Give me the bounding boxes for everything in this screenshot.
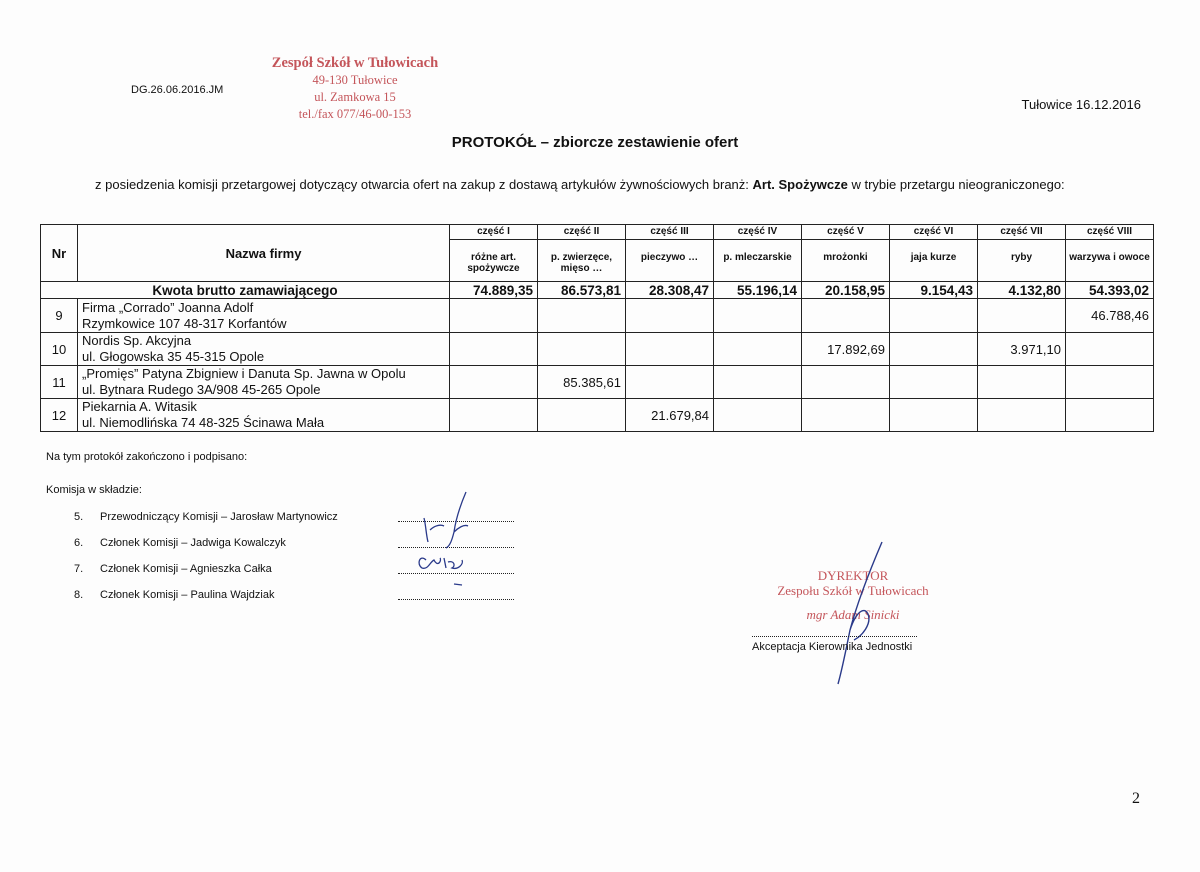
offer-cell [978, 299, 1066, 333]
company-name: Piekarnia A. Witasik [82, 399, 197, 414]
member-number: 7. [74, 563, 84, 575]
offer-cell [978, 399, 1066, 432]
school-stamp-name: Zespół Szkół w Tułowicach [271, 55, 439, 71]
budget-value: 86.573,81 [538, 282, 626, 299]
part-desc: mrożonki [823, 252, 868, 263]
signature-line [398, 598, 514, 600]
intro-text-bold: Art. Spożywcze [752, 177, 848, 192]
budget-value: 74.889,35 [450, 282, 538, 299]
offer-cell [1066, 399, 1154, 432]
offer-cell [890, 333, 978, 366]
acceptance-label: Akceptacja Kierownika Jednostki [752, 641, 913, 653]
committee-label: Komisja w składzie: [46, 484, 142, 496]
member-text: Członek Komisji – Paulina Wajdziak [100, 589, 275, 601]
row-nr: 12 [41, 399, 78, 432]
offer-cell [450, 399, 538, 432]
offer-cell [714, 366, 802, 399]
school-stamp [255, 55, 455, 123]
offer-cell [890, 399, 978, 432]
budget-row [41, 282, 1154, 299]
part-title: część II [538, 225, 625, 240]
closing-text: Na tym protokół zakończono i podpisano: [46, 451, 248, 463]
member-text: Członek Komisji – Jadwiga Kowalczyk [100, 537, 286, 549]
company-address: ul. Głogowska 35 45-315 Opole [82, 349, 265, 364]
director-signature-line [752, 635, 917, 637]
offer-cell [802, 366, 890, 399]
committee-member [74, 537, 286, 549]
row-nr: 10 [41, 333, 78, 366]
offer-cell: 3.971,10 [978, 333, 1066, 366]
offer-cell [450, 366, 538, 399]
school-stamp-street: ul. Zamkowa 15 [314, 90, 396, 104]
header-part-8 [1066, 225, 1154, 282]
part-desc: pieczywo … [640, 252, 699, 263]
offer-cell [1066, 366, 1154, 399]
school-stamp-phone: tel./fax 077/46-00-153 [298, 107, 412, 121]
header-part-5 [802, 225, 890, 282]
offer-cell [714, 399, 802, 432]
budget-value: 28.308,47 [626, 282, 714, 299]
offer-cell [538, 399, 626, 432]
intro-paragraph [48, 177, 1140, 193]
offer-cell [714, 333, 802, 366]
offer-cell: 21.679,84 [626, 399, 714, 432]
director-stamp-school: Zespołu Szkół w Tułowicach [777, 583, 929, 598]
budget-value: 9.154,43 [890, 282, 978, 299]
offers-table [40, 224, 1154, 432]
table-header-row [41, 225, 1154, 282]
part-title: część I [450, 225, 537, 240]
table-row [41, 299, 1154, 333]
page-number: 2 [1132, 790, 1140, 807]
table-row [41, 399, 1154, 432]
row-company [78, 366, 450, 399]
offer-cell [626, 333, 714, 366]
intro-text-before: z posiedzenia komisji przetargowej dotyczący otwarcia ofert na zakup z dostawą artykułów żywnościowych branż: [95, 177, 753, 192]
header-company-name: Nazwa firmy [78, 225, 450, 282]
table-row [41, 366, 1154, 399]
company-name: Nordis Sp. Akcyjna [82, 333, 192, 348]
row-company [78, 333, 450, 366]
table-row [41, 333, 1154, 366]
header-part-2 [538, 225, 626, 282]
offer-cell [714, 299, 802, 333]
header-part-1 [450, 225, 538, 282]
committee-member [74, 589, 274, 601]
row-company [78, 399, 450, 432]
company-name: „Promięs” Patyna Zbigniew i Danuta Sp. Jawna w Opolu [82, 366, 406, 381]
company-address: ul. Bytnara Rudego 3A/908 45-265 Opole [82, 382, 321, 397]
offer-cell [802, 299, 890, 333]
row-nr: 9 [41, 299, 78, 333]
part-title: część VIII [1066, 225, 1153, 240]
committee-signatures-image [410, 488, 490, 598]
offer-cell [1066, 333, 1154, 366]
offer-cell [978, 366, 1066, 399]
row-nr: 11 [41, 366, 78, 399]
offer-cell [890, 366, 978, 399]
director-stamp-name: mgr Adam Sinicki [806, 607, 900, 622]
part-desc: p. mleczarskie [723, 252, 792, 263]
offer-cell [450, 333, 538, 366]
offer-cell [538, 299, 626, 333]
place-date: Tułowice 16.12.2016 [1021, 97, 1141, 112]
member-number: 5. [74, 511, 84, 523]
part-desc: jaja kurze [910, 252, 957, 263]
part-desc: ryby [1010, 252, 1033, 263]
document-reference: DG.26.06.2016.JM [131, 84, 224, 96]
offer-cell [626, 366, 714, 399]
offer-cell [802, 399, 890, 432]
company-address: ul. Niemodlińska 74 48-325 Ścinawa Mała [82, 415, 325, 430]
header-part-6 [890, 225, 978, 282]
member-number: 8. [74, 589, 84, 601]
offer-cell: 46.788,46 [1066, 299, 1154, 333]
director-signature-image [810, 540, 900, 690]
company-name: Firma „Corrado” Joanna Adolf [82, 299, 254, 315]
part-desc: warzywa i owoce [1069, 252, 1150, 263]
member-text: Przewodniczący Komisji – Jarosław Martynowicz [100, 511, 338, 523]
offer-cell: 17.892,69 [802, 333, 890, 366]
part-title: część V [802, 225, 889, 240]
row-company [78, 299, 450, 333]
header-nr: Nr [41, 225, 78, 282]
budget-value: 54.393,02 [1066, 282, 1154, 299]
committee-member [74, 563, 272, 575]
budget-value: 20.158,95 [802, 282, 890, 299]
part-title: część IV [714, 225, 801, 240]
part-title: część VII [978, 225, 1065, 240]
director-stamp-title: DYREKTOR [817, 568, 889, 583]
member-number: 6. [74, 537, 84, 549]
school-stamp-postcode: 49-130 Tułowice [312, 73, 398, 87]
offer-cell [626, 299, 714, 333]
member-text: Członek Komisji – Agnieszka Całka [100, 563, 272, 575]
header-part-4 [714, 225, 802, 282]
part-title: część III [626, 225, 713, 240]
part-title: część VI [890, 225, 977, 240]
budget-value: 4.132,80 [978, 282, 1066, 299]
header-part-3 [626, 225, 714, 282]
budget-label: Kwota brutto zamawiającego [41, 282, 450, 299]
company-address: Rzymkowice 107 48-317 Korfantów [82, 315, 287, 331]
document-title: PROTOKÓŁ – zbiorcze zestawienie ofert [451, 134, 739, 151]
committee-member [74, 511, 338, 523]
offer-cell [450, 299, 538, 333]
offer-cell: 85.385,61 [538, 366, 626, 399]
header-part-7 [978, 225, 1066, 282]
budget-value: 55.196,14 [714, 282, 802, 299]
part-desc: różne art. spożywcze [467, 252, 520, 274]
offer-cell [538, 333, 626, 366]
offer-cell [890, 299, 978, 333]
part-desc: p. zwierzęce, mięso … [550, 252, 613, 274]
intro-text-after: w trybie przetargu nieograniczonego: [847, 177, 1065, 192]
